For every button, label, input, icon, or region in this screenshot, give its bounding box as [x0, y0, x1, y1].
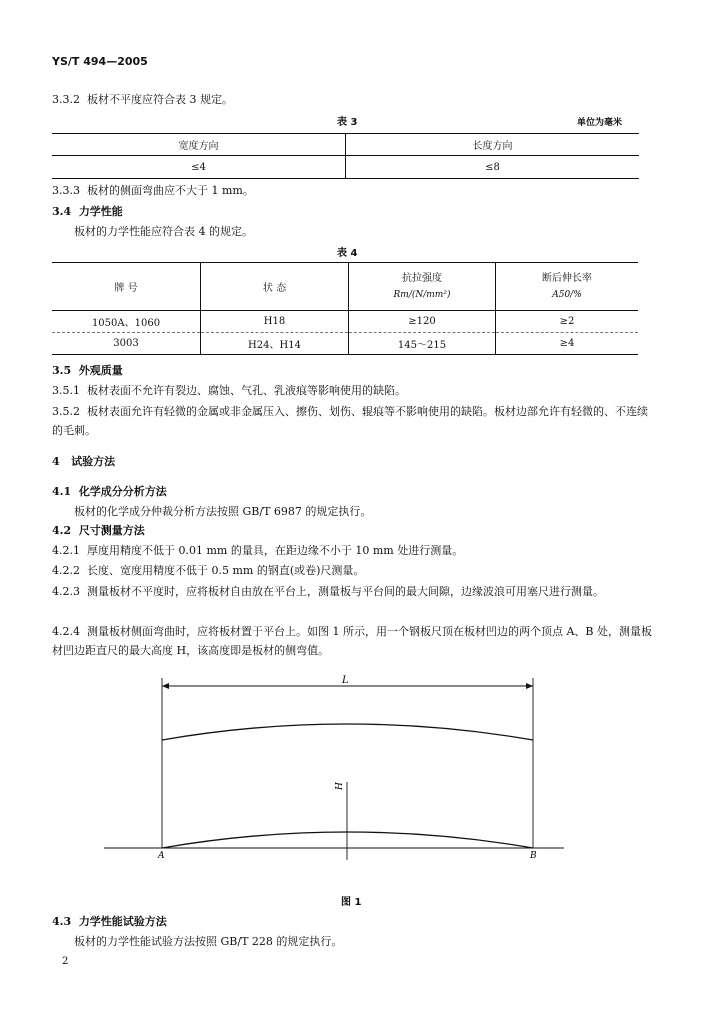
clause-number: 3.5.2	[52, 405, 80, 418]
page-number: 2	[62, 956, 69, 967]
table-4-cell: 1050A、1060	[52, 311, 201, 333]
section-3-4	[52, 202, 657, 221]
table-3-header-length: 长度方向	[346, 134, 640, 156]
clause-4-2-3	[52, 582, 657, 601]
elongation-label: 断后伸长率	[542, 272, 592, 284]
clause-3-5-2	[52, 402, 657, 440]
section-3-5	[52, 361, 657, 380]
clause-4-2-1	[52, 541, 657, 560]
section-4-1	[52, 482, 657, 501]
clause-3-3-2	[52, 90, 657, 109]
clause-text: 板材不平度应符合表 3 规定。	[87, 93, 233, 106]
label-b: B	[530, 851, 537, 861]
section-number: 4.2	[52, 524, 72, 537]
section-title: 力学性能试验方法	[78, 915, 167, 928]
section-title: 力学性能	[78, 205, 123, 218]
section-4	[52, 452, 657, 471]
table-4-cell: ≥4	[496, 333, 639, 355]
table-4-cell: 3003	[113, 338, 139, 349]
clause-number: 4.2.1	[52, 544, 80, 557]
clause-text: 板材表面允许有轻微的金属或非金属压入、擦伤、划伤、辊痕等不影响使用的缺陷。板材边部允许有轻微的、不连续的毛刺。	[52, 405, 648, 437]
clause-4-2-2	[52, 561, 657, 580]
plate-top-edge	[162, 724, 533, 740]
clause-4-2-4	[52, 622, 657, 660]
table-3-header-width: 宽度方向	[52, 134, 346, 156]
section-number: 4	[52, 455, 60, 468]
table-4-cell: H18	[201, 311, 349, 333]
clause-number: 3.3.2	[52, 93, 80, 106]
table-4-header-elongation	[496, 263, 639, 311]
section-number: 3.5	[52, 364, 72, 377]
clause-number: 4.2.2	[52, 564, 80, 577]
clause-number: 4.2.4	[52, 625, 80, 638]
table-3-unit: 单位为毫米	[577, 118, 623, 128]
section-3-4-text: 板材的力学性能应符合表 4 的规定。	[74, 225, 253, 238]
table-3-title: 表 3	[337, 117, 358, 128]
section-number: 4.3	[52, 915, 72, 928]
section-title: 试验方法	[71, 455, 116, 468]
clause-number: 3.3.3	[52, 184, 80, 197]
table-4-cell: ≥120	[349, 311, 496, 333]
section-4-3	[52, 912, 657, 931]
tensile-unit: Rm/(N/mm²)	[393, 289, 451, 300]
label-h: H	[335, 782, 345, 790]
label-a: A	[158, 851, 165, 861]
section-title: 外观质量	[78, 364, 123, 377]
table-4-title: 表 4	[337, 248, 358, 259]
table-4-cell: 145～215	[349, 333, 496, 355]
clause-text: 测量板材侧面弯曲时，应将板材置于平台上。如图 1 所示，用一个钢板尺顶在板材凹边的两个顶点 A、B 处，测量板材凹边距直尺的最大高度 H，该高度即是板材的侧弯值。	[52, 625, 653, 657]
clause-text: 厚度用精度不低于 0.01 mm 的量具，在距边缘不小于 10 mm 处进行测量。	[87, 544, 464, 557]
elongation-unit: A50/%	[552, 289, 582, 300]
figure-1-caption: 图 1	[341, 897, 362, 908]
clause-text: 板材表面不允许有裂边、腐蚀、气孔、乳液痕等影响使用的缺陷。	[87, 384, 406, 397]
figure-1-diagram	[96, 672, 566, 862]
arrow-left	[162, 683, 169, 689]
clause-3-3-3	[52, 181, 657, 200]
section-title: 化学成分分析方法	[78, 485, 167, 498]
section-title: 尺寸测量方法	[78, 524, 145, 537]
clause-3-5-1	[52, 381, 657, 400]
table-3	[52, 133, 639, 179]
section-4-2	[52, 521, 657, 540]
clause-number: 3.5.1	[52, 384, 80, 397]
tensile-label: 抗拉强度	[402, 272, 442, 284]
clause-text: 板材的侧面弯曲应不大于 1 mm。	[87, 184, 254, 197]
table-4	[52, 262, 638, 355]
table-3-value-width: ≤4	[191, 161, 206, 173]
plate-concave-edge	[162, 832, 533, 848]
section-number: 3.4	[52, 205, 72, 218]
table-4-header-tensile	[349, 263, 496, 311]
table-4-cell: H24、H14	[201, 333, 349, 355]
table-4-header-state: 状 态	[201, 263, 349, 311]
clause-number: 4.2.3	[52, 585, 80, 598]
section-4-3-text: 板材的力学性能试验方法按照 GB/T 228 的规定执行。	[74, 935, 343, 948]
section-number: 4.1	[52, 485, 72, 498]
standard-code: YS/T 494—2005	[52, 55, 148, 68]
table-4-header-grade: 牌 号	[52, 263, 201, 311]
label-l: L	[342, 675, 349, 686]
clause-text: 长度、宽度用精度不低于 0.5 mm 的钢直(或卷)尺测量。	[87, 564, 365, 577]
table-3-value-length: ≤8	[346, 156, 640, 179]
arrow-right	[526, 683, 533, 689]
table-4-cell: ≥2	[496, 311, 639, 333]
section-4-1-text: 板材的化学成分仲裁分析方法按照 GB/T 6987 的规定执行。	[74, 505, 372, 518]
clause-text: 测量板材不平度时，应将板材自由放在平台上，测量板与平台间的最大间隙，边缘波浪可用塞尺进行测量。	[87, 585, 604, 598]
